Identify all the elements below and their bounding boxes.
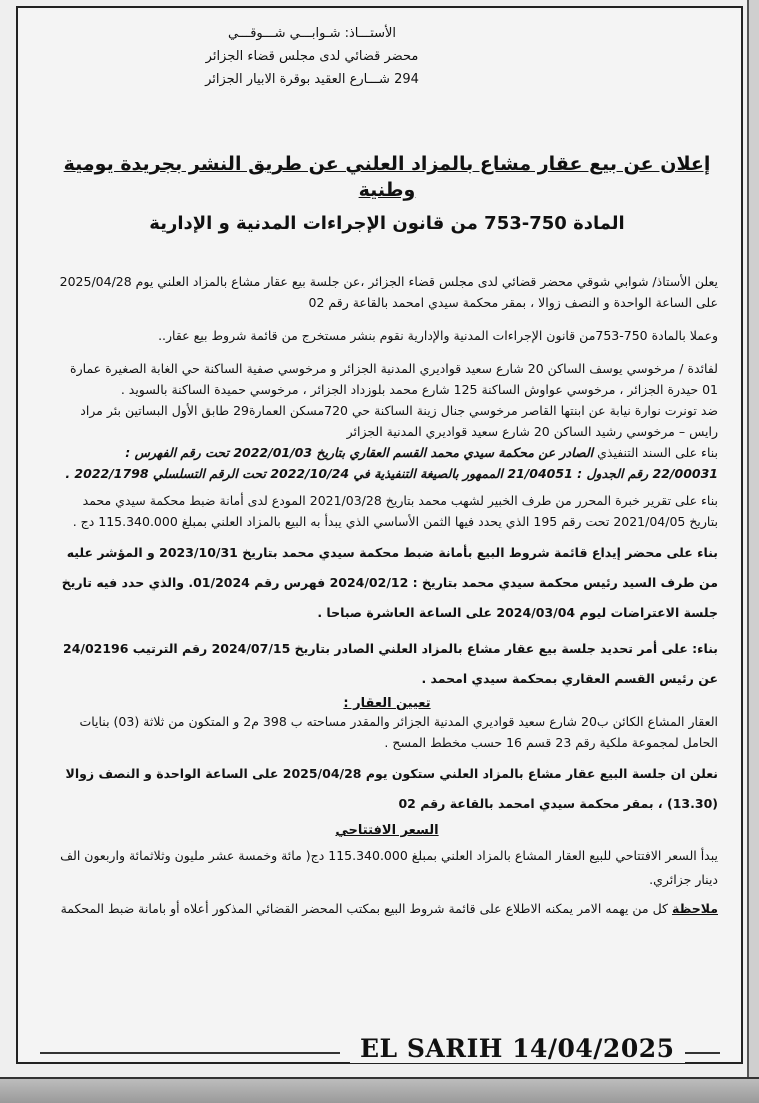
bailiff-address: 294 شـــارع العقيد بوقرة الابيار الجزائر [205,72,419,87]
page-edge-right [747,0,759,1103]
paragraph-expert-report: بناء على تقرير خبرة المحرر من طرف الخبير لشهب محمد بتاريخ 2021/03/28 المودع لدى أمانة ضبط محكمة سيدي محمد بتاريخ 2021/04/05 تحت رقم 195 الذي يحدد فيها الثمن الأساسي الذي يبدأ به البيع بالمزاد العلني بمبلغ 115.340.000 دج . [72,493,718,529]
paragraph-session-order: بناء: على أمر تحديد جلسة بيع عقار مشاع بالمزاد العلني الصادر بتاريخ 2024/07/15 رقم الترتيب 24/02196 عن رئيس القسم العقاري بمحكمة سيدي امحمد . [63,641,718,686]
executive-title-lead: بناء على السند التنفيذي [597,445,718,460]
announcement-title: إعلان عن بيع عقار مشاع بالمزاد العلني عن طريق النشر بجريدة يومية وطنية [63,153,711,201]
paragraph-sale-session: نعلن ان جلسة البيع عقار مشاع بالمزاد العلني ستكون يوم 2025/04/28 على الساعة الواحدة و النصف زوالا (13.30) ، بمقر محكمة سيدي امحمد بالقاعة رقم 02 [65,766,718,811]
publication-signature [40,1030,720,1070]
bailiff-name: الأستـــاذ: شـوابـــي شـــوقـــي [227,26,397,41]
paragraph-defendants: ضد تونرت نوارة نيابة عن ابنتها القاصر مرخوسي جنال زينة الساكنة حي 720مسكن العمارة29 طابق الأول البساتين بئر مراد رايس – مرخوسي رشيد الساكن 20 شارع سعيد قواديري المدنية الجزائر [80,403,718,439]
paragraph-beneficiaries: لفائدة / مرخوسي يوسف الساكن 20 شارع سعيد قواديري المدنية الجزائر و مرخوسي صفية الساكنة حي الغابة الصغيرة عمارة 01 حيدرة الجزائر ، مرخوسي عواوش الساكنة 125 شارع محمد بلوزداد الجزائر ، مرخوسي حميدة الساكنة بالسويد . [70,361,718,397]
note-text: كل من يهمه الامر يمكنه الاطلاع على قائمة شروط البيع بمكتب المحضر القضائي المذكور أعلاه أو بامانة ضبط المحكمة [60,901,669,916]
heading-property: تعيين العقار : [343,696,431,711]
page-edge-bottom [0,1077,759,1103]
paragraph-conditions-deposit: بناء على محضر إيداع قائمة شروط البيع بأمانة ضبط محكمة سيدي محمد بتاريخ 2023/10/31 و المؤشر عليه من طرف السيد رئيس محكمة سيدي محمد بتاريخ : 2024/02/12 فهرس رقم 01/2024. والذي حدد فيه تاريخ جلسة الاعتراضات ليوم 2024/03/04 على الساعة العاشرة صباحا . [61,545,718,620]
paragraph-announcement: يعلن الأستاذ/ شوابي شوقي محضر قضائي لدى مجلس قضاء الجزائر ،عن جلسة بيع عقار مشاع بالمزاد العلني يوم 2025/04/28 على الساعة الواحدة و النصف زوالا ، بمقر محكمة سيدي امحمد بالقاعة رقم 02 [59,274,718,310]
paragraph-note [56,898,718,919]
paragraph-executive-title [56,442,718,484]
announcement-body [56,22,718,919]
bailiff-header [56,22,568,91]
paragraph-property-description: العقار المشاع الكائن ب20 شارع سعيد قواديري المدنية الجزائر والمقدر مساحته ب 398 م2 و المتكون من ثلاثة (03) بنايات الحامل لمجموعة ملكية رقم 23 قسم 16 حسب مخطط المسح . [79,714,718,750]
paragraph-legal-basis: وعملا بالمادة 750-753من قانون الإجراءات المدنية والإدارية نقوم بنشر مستخرج من قائمة شروط بيع عقار.. [158,328,718,343]
heading-opening-price: السعر الافتتاحي [335,823,439,838]
signature-rule-left [40,1052,340,1054]
announcement-subtitle: المادة 750-753 من قانون الإجراءات المدنية و الإدارية [149,213,625,234]
bailiff-role: محضر قضائي لدى مجلس قضاء الجزائر [205,49,419,64]
executive-title-details: الصادر عن محكمة سيدي محمد القسم العقاري بتاريخ 2022/01/03 تحت رقم الفهرس : 22/00031 رقم الجدول : 21/04051 الممهور بالصيغة التنفيذية في 2022/10/24 تحت الرقم التسلسلي 2022/1798 . [65,445,718,481]
paragraph-opening-price: يبدأ السعر الافتتاحي للبيع العقار المشاع بالمزاد العلني بمبلغ 115.340.000 دج( مائة وخمسة عشر مليون وثلاثمائة واربعون الف دينار جزائري. [60,848,718,887]
note-label: ملاحظة [672,901,718,916]
publication-signature-text: EL SARIH 14/04/2025 [350,1034,685,1063]
